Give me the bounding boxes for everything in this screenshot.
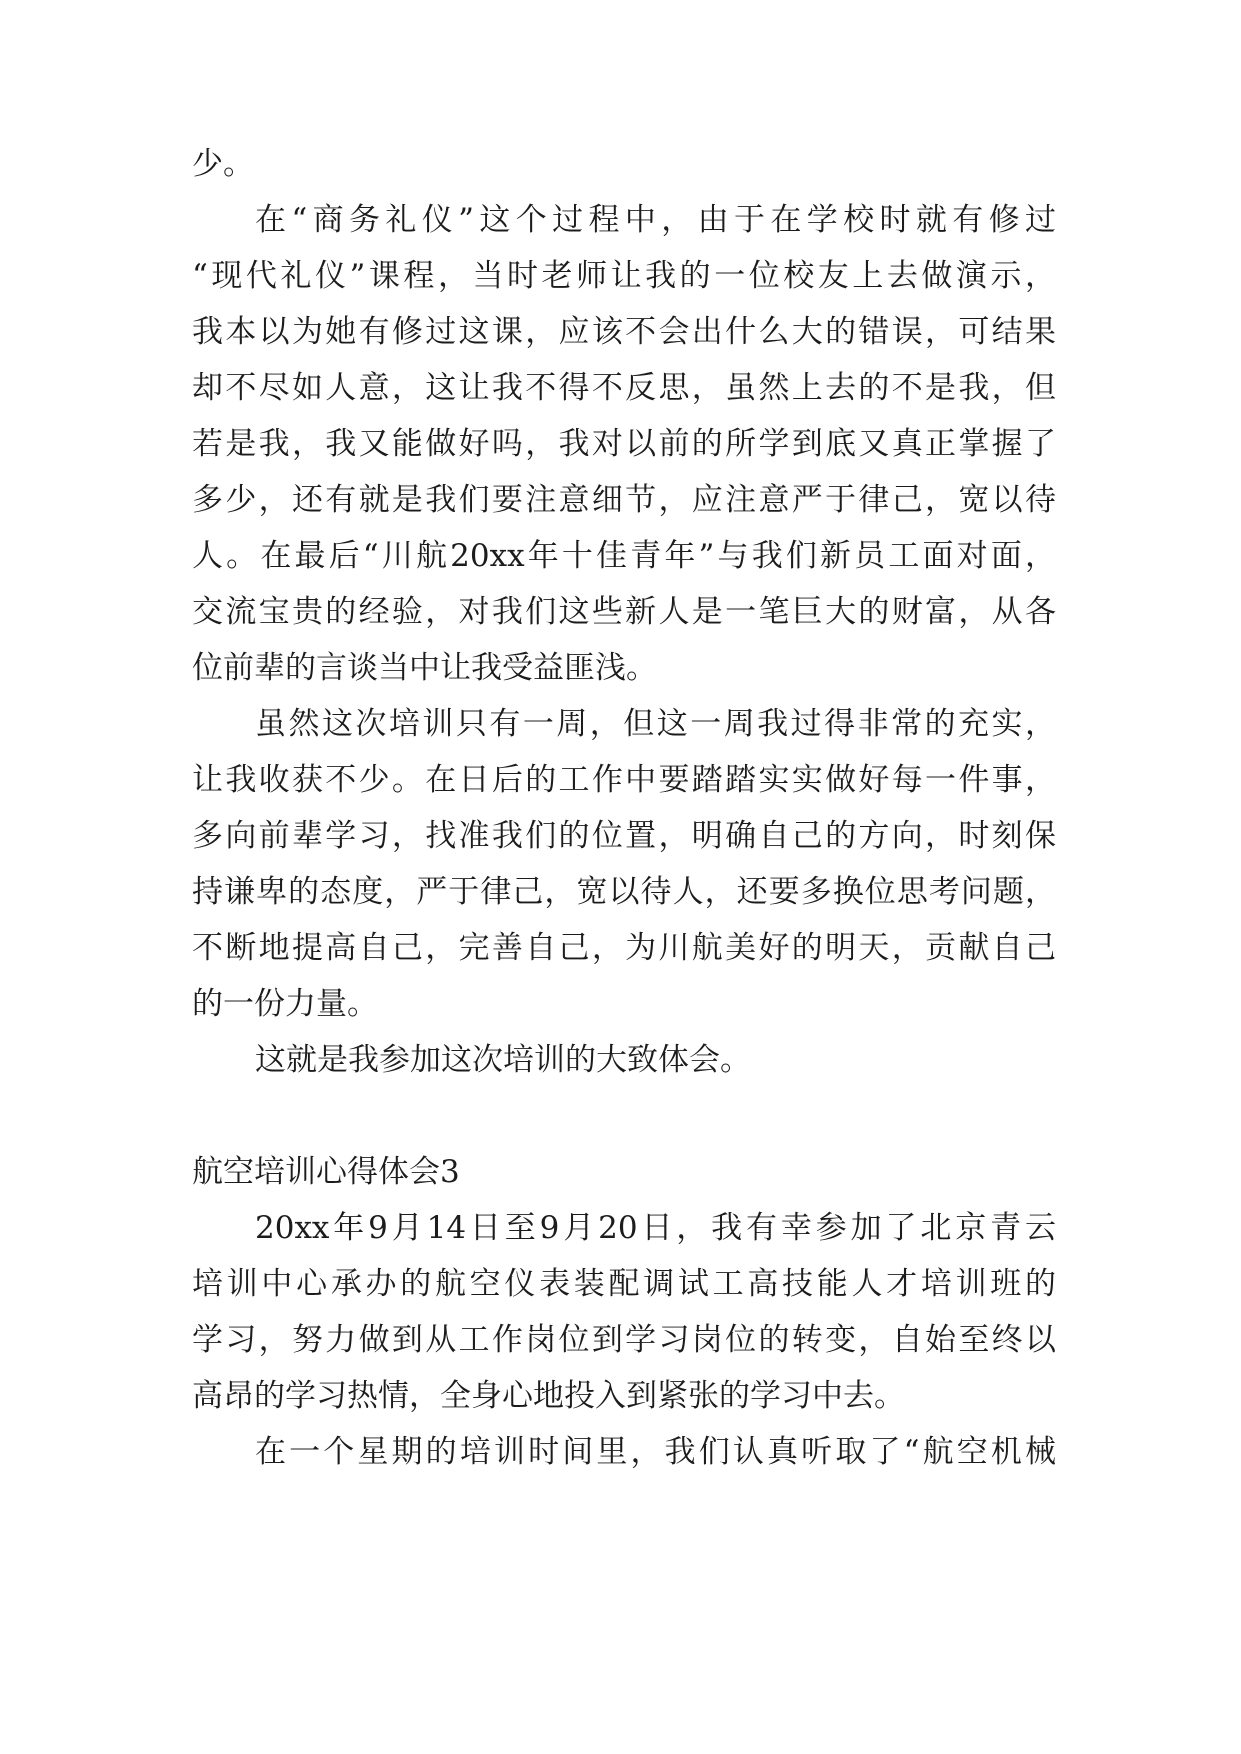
section-heading: 航空培训心得体会3 <box>192 1154 460 1190</box>
paragraph-line: 虽然这次培训只有一周，但这一周我过得非常的充实， <box>255 706 1056 742</box>
paragraph-line: 这就是我参加这次培训的大致体会。 <box>255 1042 751 1078</box>
paragraph-line: “现代礼仪”课程，当时老师让我的一位校友上去做演示， <box>192 258 1056 294</box>
paragraph-line: 学习，努力做到从工作岗位到学习岗位的转变，自始至终以 <box>192 1322 1056 1358</box>
paragraph-line: 交流宝贵的经验，对我们这些新人是一笔巨大的财富，从各 <box>192 594 1056 630</box>
paragraph-line: 人。在最后“川航20xx年十佳青年”与我们新员工面对面， <box>192 538 1056 574</box>
paragraph-line: 位前辈的言谈当中让我受益匪浅。 <box>192 650 657 686</box>
paragraph-line: 持谦卑的态度，严于律己，宽以待人，还要多换位思考问题， <box>192 874 1056 910</box>
paragraph-line: 培训中心承办的航空仪表装配调试工高技能人才培训班的 <box>192 1266 1056 1302</box>
paragraph-line: 多少，还有就是我们要注意细节，应注意严于律己，宽以待 <box>192 482 1056 518</box>
paragraph-line: 若是我，我又能做好吗，我对以前的所学到底又真正掌握了 <box>192 426 1056 462</box>
paragraph-line: 的一份力量。 <box>192 986 378 1022</box>
paragraph-line: 在“商务礼仪”这个过程中，由于在学校时就有修过 <box>255 202 1056 238</box>
paragraph-line: 少。 <box>192 146 254 182</box>
paragraph-line: 不断地提高自己，完善自己，为川航美好的明天，贡献自己 <box>192 930 1056 966</box>
paragraph-line: 我本以为她有修过这课，应该不会出什么大的错误，可结果 <box>192 314 1056 350</box>
paragraph-line: 让我收获不少。在日后的工作中要踏踏实实做好每一件事， <box>192 762 1056 798</box>
paragraph-line: 多向前辈学习，找准我们的位置，明确自己的方向，时刻保 <box>192 818 1056 854</box>
paragraph-line: 高昂的学习热情，全身心地投入到紧张的学习中去。 <box>192 1378 905 1414</box>
paragraph-line: 却不尽如人意，这让我不得不反思，虽然上去的不是我，但 <box>192 370 1056 406</box>
paragraph-line: 20xx年9月14日至9月20日，我有幸参加了北京青云 <box>255 1210 1056 1246</box>
paragraph-line: 在一个星期的培训时间里，我们认真听取了“航空机械 <box>255 1434 1056 1470</box>
